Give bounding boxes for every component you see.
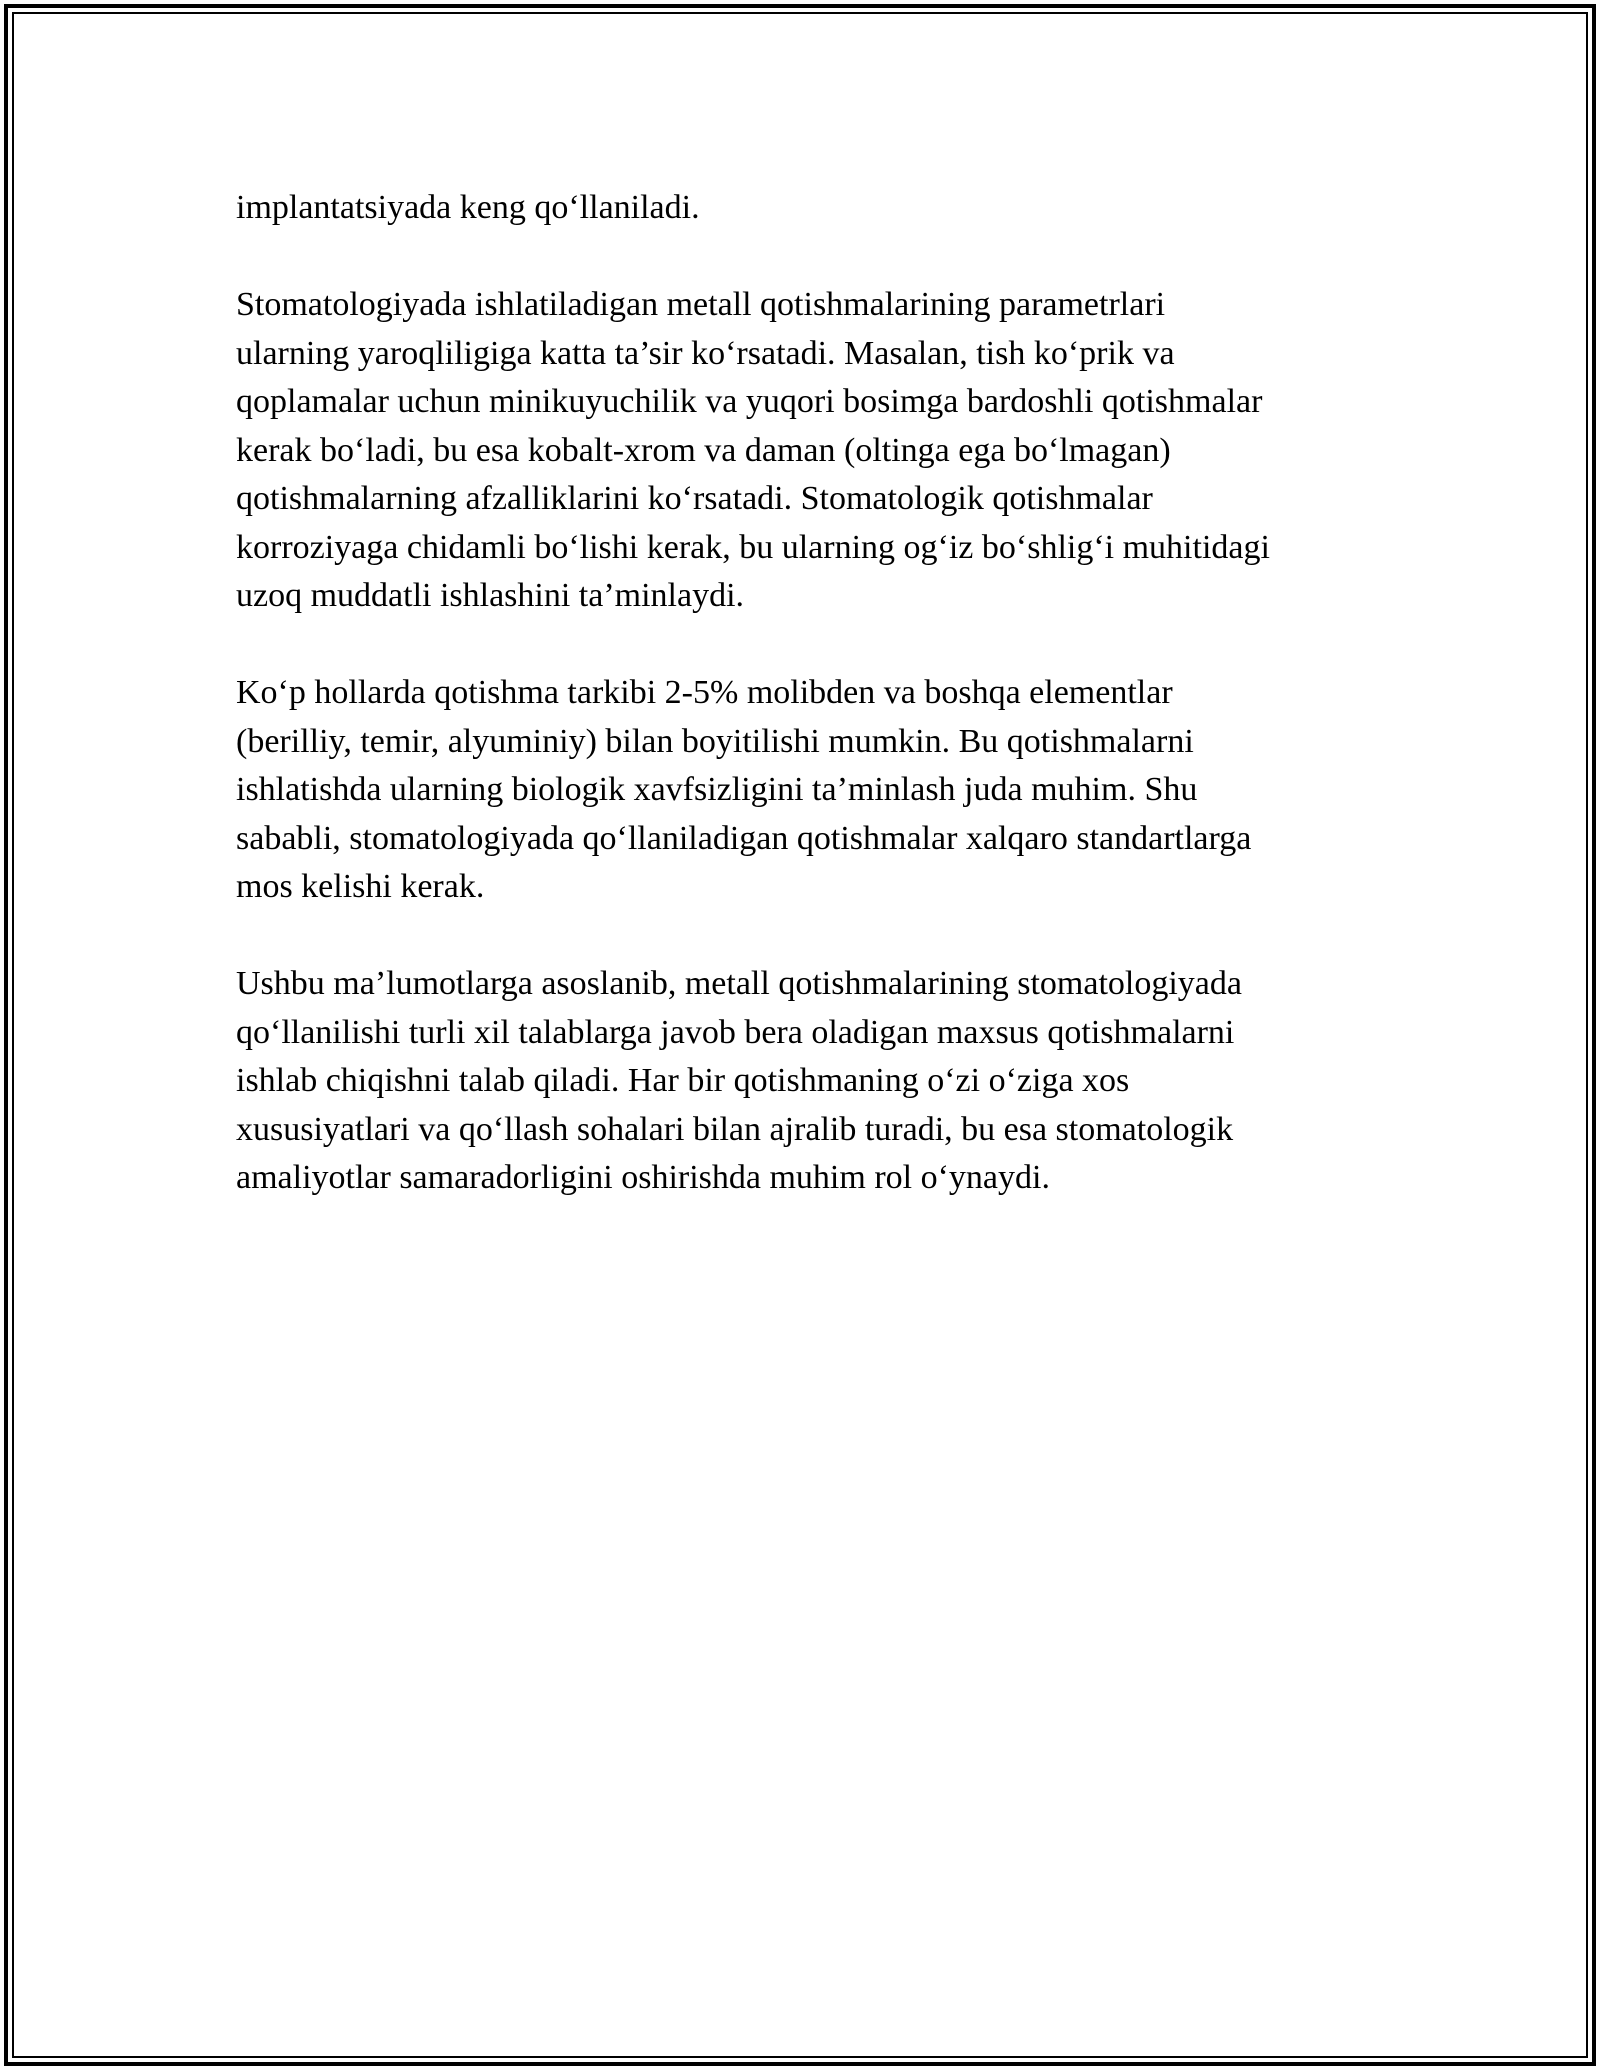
text-line: xususiyatlari va qo‘llash sohalari bilan ajralib turadi, bu esa stomatologik (236, 1110, 1234, 1148)
paragraph-4 (236, 960, 1386, 1203)
paragraph-2 (236, 281, 1386, 621)
text-line: ularning yaroqliligiga katta ta’sir ko‘rsatadi. Masalan, tish ko‘prik va (236, 334, 1175, 372)
text-line: qotishmalarning afzalliklarini ko‘rsatadi. Stomatologik qotishmalar (236, 480, 1153, 517)
text-line: kerak bo‘ladi, bu esa kobalt-xrom va daman (oltinga ega bo‘lmagan) (236, 431, 1171, 469)
text-line: qo‘llanilishi turli xil talablarga javob bera oladigan maxsus qotishmalarni (236, 1013, 1235, 1051)
text-line: Ko‘p hollarda qotishma tarkibi 2-5% molibden va boshqa elementlar (236, 674, 1173, 711)
text-line: amaliyotlar samaradorligini oshirishda muhim rol o‘ynaydi. (236, 1159, 1050, 1196)
text-line: (berilliy, temir, alyuminiy) bilan boyitilishi mumkin. Bu qotishmalarni (236, 722, 1194, 760)
text-line: ishlab chiqishni talab qiladi. Har bir qotishmaning o‘zi o‘ziga xos (236, 1062, 1130, 1099)
text-line: Stomatologiyada ishlatiladigan metall qotishmalarining parametrlari (236, 286, 1166, 323)
text-line: implantatsiyada keng qo‘llaniladi. (236, 189, 700, 226)
text-line: qoplamalar uchun minikuyuchilik va yuqori bosimga bardoshli qotishmalar (236, 383, 1263, 420)
paragraph-1 (236, 184, 1386, 233)
text-line: uzoq muddatli ishlashini ta’minlaydi. (236, 577, 745, 614)
paragraph-3 (236, 669, 1386, 912)
document-body (236, 184, 1386, 1251)
text-line: Ushbu ma’lumotlarga asoslanib, metall qotishmalarining stomatologiyada (236, 965, 1242, 1002)
text-line: mos kelishi kerak. (236, 868, 485, 905)
text-line: ishlatishda ularning biologik xavfsizligini ta’minlash juda muhim. Shu (236, 771, 1198, 808)
text-line: korroziyaga chidamli bo‘lishi kerak, bu ularning og‘iz bo‘shlig‘i muhitidagi (236, 528, 1270, 566)
text-line: sababli, stomatologiyada qo‘llaniladigan qotishmalar xalqaro standartlarga (236, 819, 1252, 857)
